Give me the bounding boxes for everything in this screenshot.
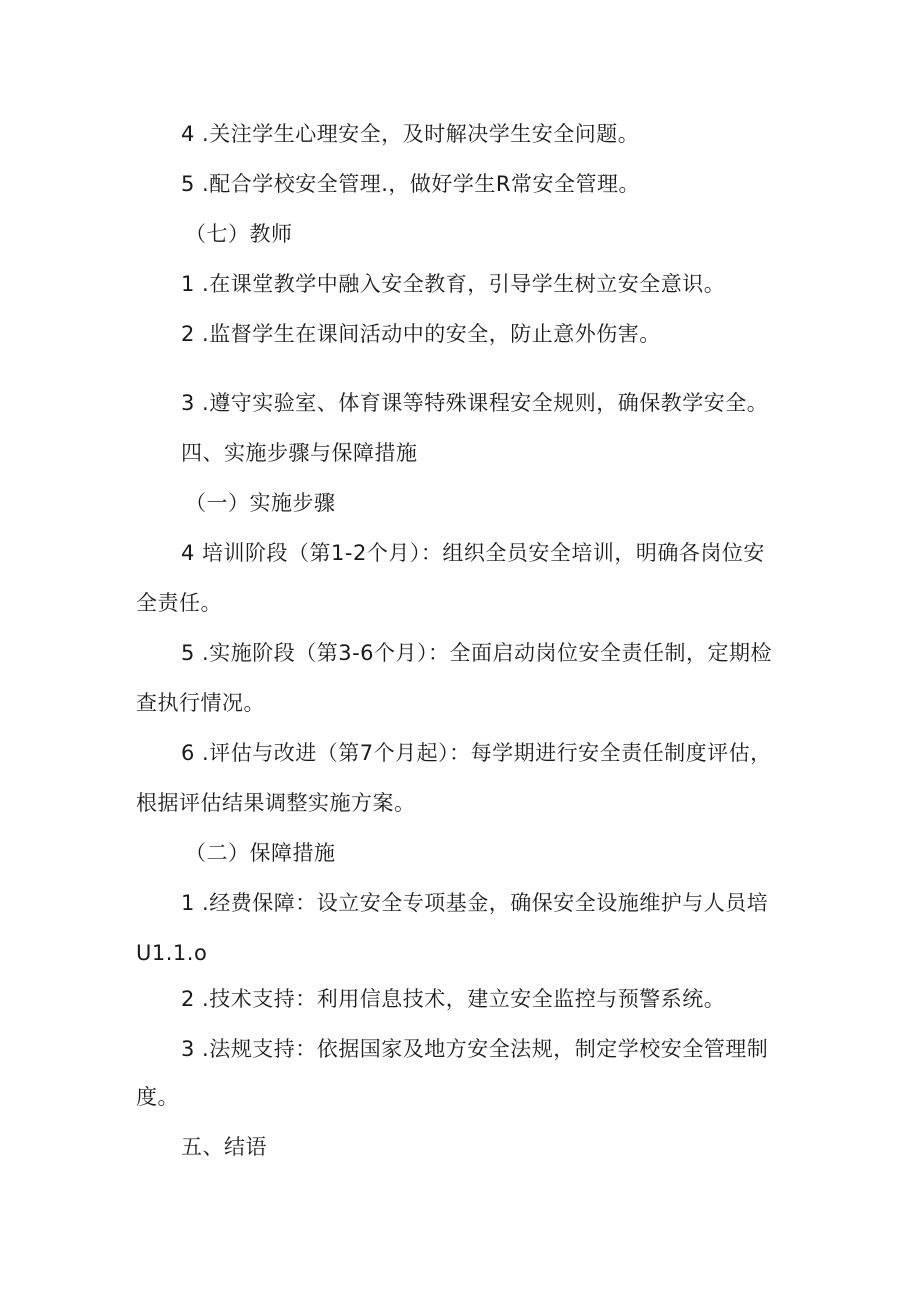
text-line: 5 .实施阶段（第3-6个月）：全面启动岗位安全责任制，定期检 [181, 641, 773, 665]
section-heading: （一）实施步骤 [185, 491, 336, 515]
chapter-heading: 四、实施步骤与保障措施 [181, 441, 418, 465]
text-line: 根据评估结果调整实施方案。 [136, 791, 416, 815]
text-line: U1.1.o [136, 941, 208, 965]
text-line: 3 .遵守实验室、体育课等特殊课程安全规则，确保教学安全。 [181, 391, 769, 415]
text-line: 6 .评估与改进（第7个月起）：每学期进行安全责任制度评估， [181, 741, 772, 765]
text-line: 3 .法规支持：依据国家及地方安全法规，制定学校安全管理制 [181, 1037, 769, 1061]
text-line: 1 .经费保障：设立安全专项基金，确保安全设施维护与人员培 [181, 891, 769, 915]
chapter-heading: 五、结语 [181, 1135, 267, 1159]
section-heading: （二）保障措施 [185, 841, 336, 865]
text-line: 5 .配合学校安全管理.，做好学生R常安全管理。 [181, 172, 640, 196]
text-line: 全责任。 [136, 591, 222, 615]
text-line: 1 .在课堂教学中融入安全教育，引导学生树立安全意识。 [181, 272, 726, 296]
text-line: 2 .监督学生在课间活动中的安全，防止意外伤害。 [181, 322, 661, 346]
text-line: 4 培训阶段（第1-2个月）：组织全员安全培训，明确各岗位安 [181, 541, 765, 565]
text-line: 2 .技术支持：利用信息技术，建立安全监控与预警系统。 [181, 987, 726, 1011]
section-heading: （七）教师 [185, 222, 293, 246]
text-line: 度。 [136, 1085, 179, 1109]
text-line: 4 .关注学生心理安全，及时解决学生安全问题。 [181, 122, 640, 146]
text-line: 查执行情况。 [136, 691, 265, 715]
